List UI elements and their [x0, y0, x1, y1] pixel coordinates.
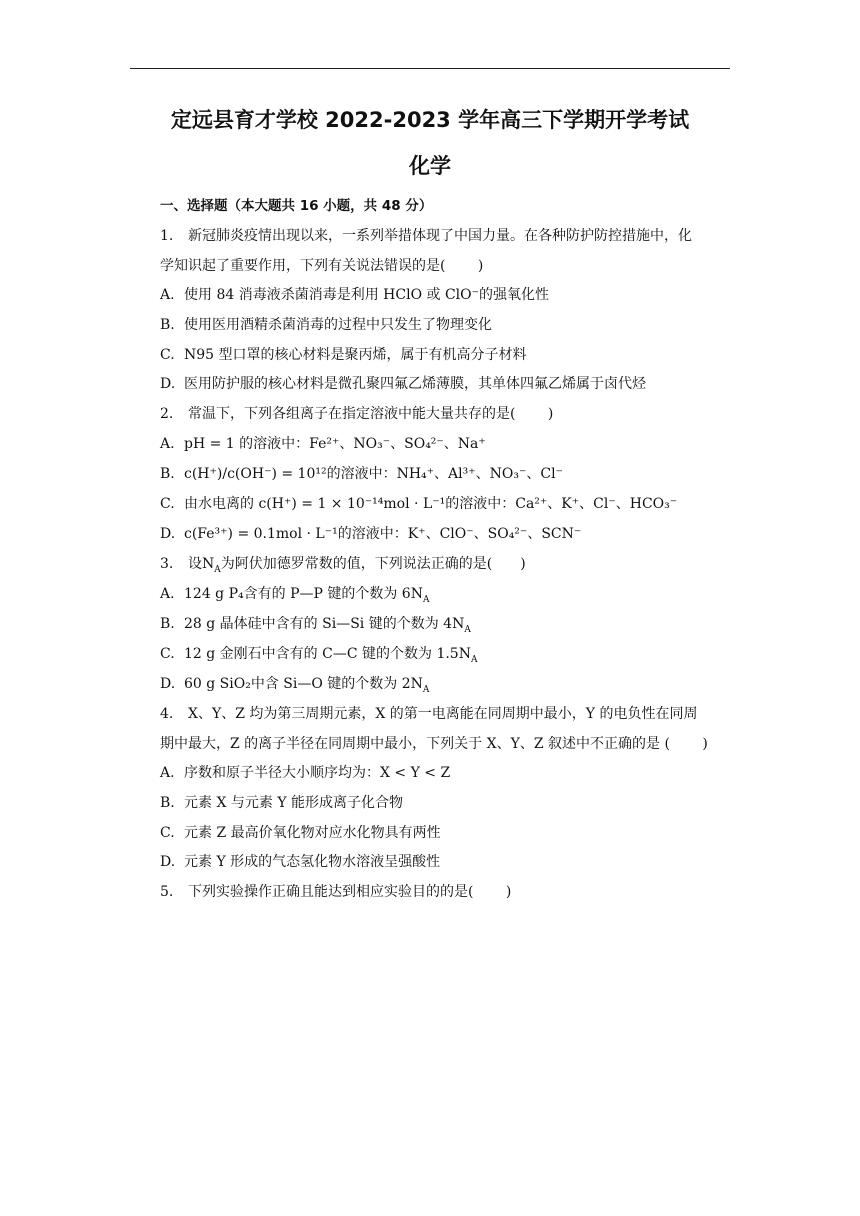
question-1-stem-cont: 学知识起了重要作用，下列有关说法错误的是( ): [160, 258, 484, 274]
section-heading: 一、选择题（本大题共 16 小题，共 48 分）: [160, 198, 433, 214]
question-2-option-a: A. pH = 1 的溶液中：Fe²⁺、NO₃⁻、SO₄²⁻、Na⁺: [160, 436, 486, 452]
question-4-option-d: D. 元素 Y 形成的气态氢化物水溶液呈强酸性: [160, 854, 441, 870]
question-1-stem: 1. 新冠肺炎疫情出现以来，一系列举措体现了中国力量。在各种防护防控措施中，化: [160, 228, 692, 244]
question-1-option-c: C. N95 型口罩的核心材料是聚丙烯，属于有机高分子材料: [160, 347, 527, 363]
question-2-option-c: C. 由水电离的 c(H⁺) = 1 × 10⁻¹⁴mol · L⁻¹的溶液中：Ca²⁺、K⁺、Cl⁻、HCO₃⁻: [160, 496, 678, 512]
question-4-option-a: A. 序数和原子半径大小顺序均为：X < Y < Z: [160, 765, 451, 781]
question-2-stem: 2. 常温下，下列各组离子在指定溶液中能大量共存的是( ): [160, 406, 554, 422]
question-3-option-d: D. 60 g SiO₂中含 Si—O 键的个数为 $2N_A$: [160, 676, 430, 695]
question-3-stem: 3. 设$N_A$为阿伏加德罗常数的值，下列说法正确的是( ): [160, 556, 526, 575]
question-1-option-b: B. 使用医用酒精杀菌消毒的过程中只发生了物理变化: [160, 317, 492, 333]
subject-title: 化学: [409, 154, 451, 178]
question-1-option-a: A. 使用 84 消毒液杀菌消毒是利用 HClO 或 ClO⁻的强氧化性: [160, 287, 549, 303]
question-1-option-d: D. 医用防护服的核心材料是微孔聚四氟乙烯薄膜，其单体四氟乙烯属于卤代烃: [160, 376, 646, 392]
question-3-option-c: C. 12 g 金刚石中含有的 C—C 键的个数为 $1.5N_A$: [160, 646, 478, 665]
question-number: 1.: [160, 228, 174, 244]
header-rule: [130, 68, 730, 69]
question-2-option-b: B. c(H⁺)/c(OH⁻) = 10¹²的溶液中：NH₄⁺、Al³⁺、NO₃⁻、Cl⁻: [160, 466, 563, 482]
question-4-stem-cont: 期中最大，Z 的离子半径在同周期中最小，下列关于 X、Y、Z 叙述中不正确的是 ( ): [160, 736, 708, 752]
question-3-option-b: B. 28 g 晶体硅中含有的 Si—Si 键的个数为 $4N_A$: [160, 616, 471, 635]
page-title: 定远县育才学校 2022-2023 学年高三下学期开学考试: [170, 108, 690, 132]
question-4-option-c: C. 元素 Z 最高价氧化物对应水化物具有两性: [160, 825, 441, 841]
question-3-option-a: A. 124 g P₄含有的 P—P 键的个数为 $6N_A$: [160, 586, 430, 605]
question-4-stem: 4. X、Y、Z 均为第三周期元素，X 的第一电离能在同周期中最小，Y 的电负性在同周: [160, 706, 698, 722]
question-5-stem: 5. 下列实验操作正确且能达到相应实验目的的是( ): [160, 884, 512, 900]
question-4-option-b: B. 元素 X 与元素 Y 能形成离子化合物: [160, 795, 404, 811]
question-2-option-d: D. c(Fe³⁺) = 0.1mol · L⁻¹的溶液中：K⁺、ClO⁻、SO₄²⁻、SCN⁻: [160, 526, 582, 542]
